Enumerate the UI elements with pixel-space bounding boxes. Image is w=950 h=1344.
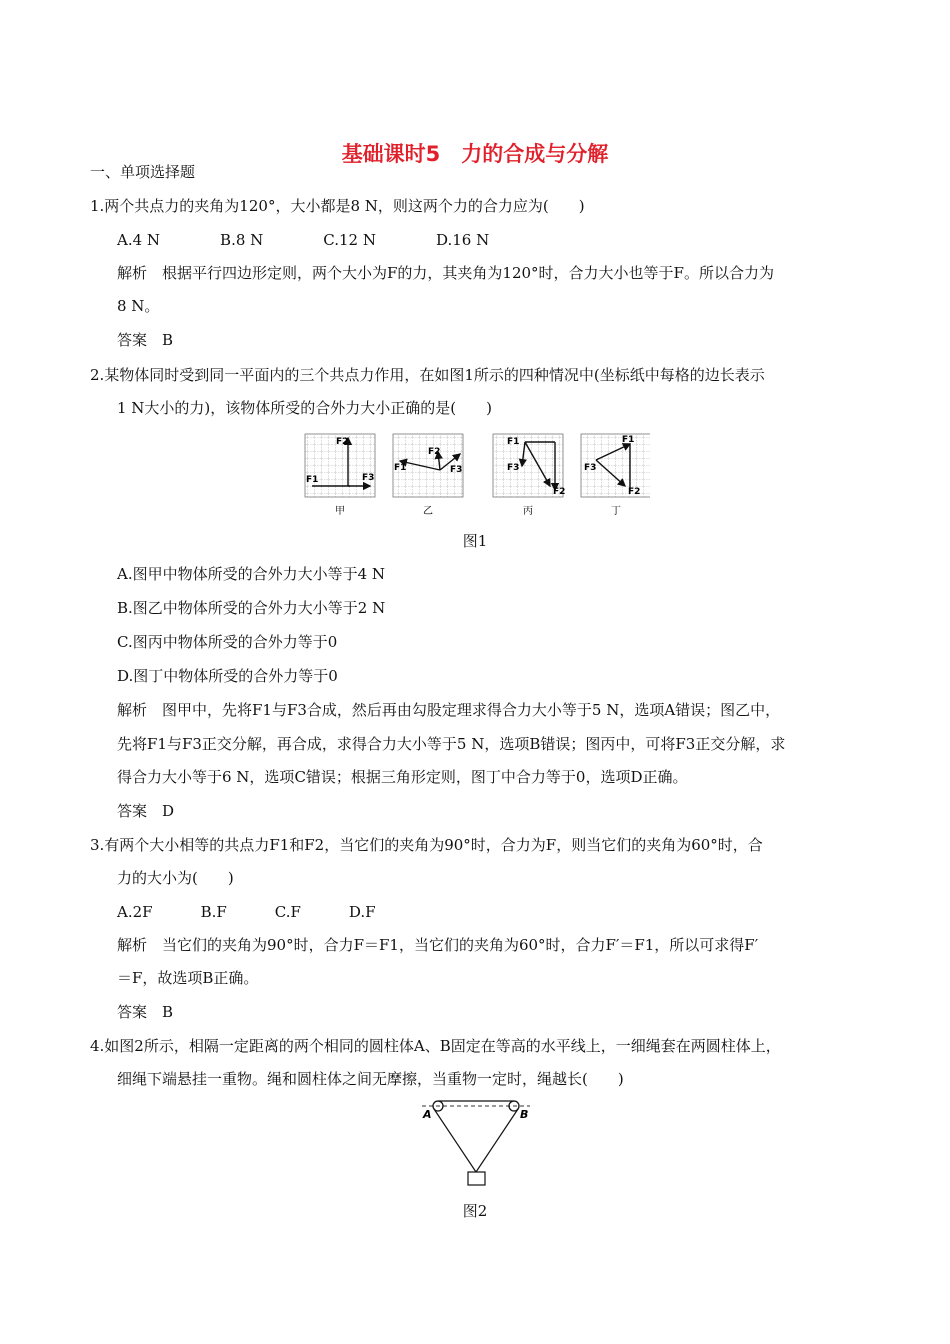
- q4-stem-line2: 细绳下端悬挂一重物。绳和圆柱体之间无摩擦，当重物一定时，绳越长( ): [117, 1070, 624, 1088]
- svg-text:F1: F1: [622, 435, 635, 445]
- q2-analysis-line3: 得合力大小等于6 N，选项C错误；根据三角形定则，图丁中合力等于0，选项D正确。: [117, 768, 688, 786]
- svg-text:F2: F2: [428, 447, 441, 457]
- svg-text:F1: F1: [394, 463, 407, 473]
- q2-option-c[interactable]: C.图丙中物体所受的合外力等于0: [117, 633, 338, 651]
- q3-option-b[interactable]: B.F: [200, 903, 227, 921]
- q3-stem-line1: 3.有两个大小相等的共点力F1和F2，当它们的夹角为90°时，合力为F，则当它们的夹角为60°时，合: [90, 836, 763, 854]
- q1-option-a[interactable]: A.4 N: [117, 231, 161, 249]
- q3-analysis-line1: 解析 当它们的夹角为90°时，合力F＝F1，当它们的夹角为60°时，合力F′＝F1，所以可求得F′: [117, 936, 759, 954]
- q1-analysis-line2: 8 N。: [117, 297, 160, 315]
- q2-stem-line2: 1 N大小的力)，该物体所受的合外力大小正确的是( ): [117, 399, 492, 417]
- q3-option-d[interactable]: D.F: [348, 903, 376, 921]
- q1-options: [117, 230, 489, 250]
- force-label: F2: [336, 437, 349, 447]
- panel-label: 乙: [423, 506, 433, 517]
- figure-1-force-grids: [300, 430, 650, 520]
- panel-jia: [305, 434, 375, 517]
- q1-option-b[interactable]: B.8 N: [220, 231, 264, 249]
- panel-bing: [493, 434, 565, 517]
- figure-1-caption: 图1: [462, 532, 488, 550]
- q1-analysis-line1: 解析 根据平行四边形定则，两个大小为F的力，其夹角为120°时，合力大小也等于F。所以合力为: [117, 264, 774, 282]
- svg-text:F3: F3: [450, 465, 463, 475]
- q2-analysis-line1: 解析 图甲中，先将F1与F3合成，然后再由勾股定理求得合力大小等于5 N，选项A错误；图乙中，: [117, 701, 781, 719]
- q1-answer: 答案 B: [117, 331, 174, 349]
- svg-text:F2: F2: [628, 487, 641, 497]
- q3-options: [117, 902, 376, 922]
- q3-stem-line2: 力的大小为( ): [117, 869, 234, 887]
- panel-label: 丁: [611, 506, 621, 517]
- label-b: B: [520, 1108, 529, 1121]
- q2-stem-line1: 2.某物体同时受到同一平面内的三个共点力作用，在如图1所示的四种情况中(坐标纸中每格的边长表示: [90, 366, 765, 384]
- label-a: A: [423, 1108, 432, 1121]
- q1-stem: 1.两个共点力的夹角为120°，大小都是8 N，则这两个力的合力应为( ): [90, 197, 585, 215]
- q1-option-d[interactable]: D.16 N: [435, 231, 490, 249]
- panel-label: 甲: [335, 506, 345, 517]
- figure-2-cylinders-rope: [418, 1096, 533, 1194]
- svg-text:F3: F3: [584, 463, 597, 473]
- panel-yi: [393, 434, 463, 517]
- section-heading: 一、单项选择题: [90, 163, 196, 181]
- q2-option-d[interactable]: D.图丁中物体所受的合外力等于0: [117, 667, 338, 685]
- q2-option-b[interactable]: B.图乙中物体所受的合外力大小等于2 N: [117, 599, 386, 617]
- force-label: F3: [362, 473, 375, 483]
- q2-option-a[interactable]: A.图甲中物体所受的合外力大小等于4 N: [117, 565, 386, 583]
- svg-text:F1: F1: [507, 437, 520, 447]
- q3-answer: 答案 B: [117, 1003, 174, 1021]
- q3-option-a[interactable]: A.2F: [117, 903, 153, 921]
- rope-right: [476, 1109, 518, 1172]
- q4-stem-line1: 4.如图2所示，相隔一定距离的两个相同的圆柱体A、B固定在等高的水平线上，一细绳套在两圆柱体上，: [90, 1037, 781, 1055]
- q1-option-c[interactable]: C.12 N: [323, 231, 376, 249]
- q2-analysis-line2: 先将F1与F3正交分解，再合成，求得合力大小等于5 N，选项B错误；图丙中，可将F3正交分解，求: [117, 735, 786, 753]
- force-label: F1: [306, 475, 319, 485]
- panel-label: 丙: [523, 506, 533, 517]
- q3-option-c[interactable]: C.F: [274, 903, 301, 921]
- figure-2-caption: 图2: [462, 1202, 488, 1220]
- svg-text:F2: F2: [553, 487, 566, 497]
- page-title: 基础课时5 力的合成与分解: [341, 142, 609, 166]
- svg-text:F3: F3: [507, 463, 520, 473]
- q3-analysis-line2: ＝F，故选项B正确。: [117, 969, 259, 987]
- rope-left: [434, 1109, 476, 1172]
- panel-ding: [581, 434, 650, 517]
- weight-box: [468, 1172, 485, 1185]
- q2-answer: 答案 D: [117, 802, 175, 820]
